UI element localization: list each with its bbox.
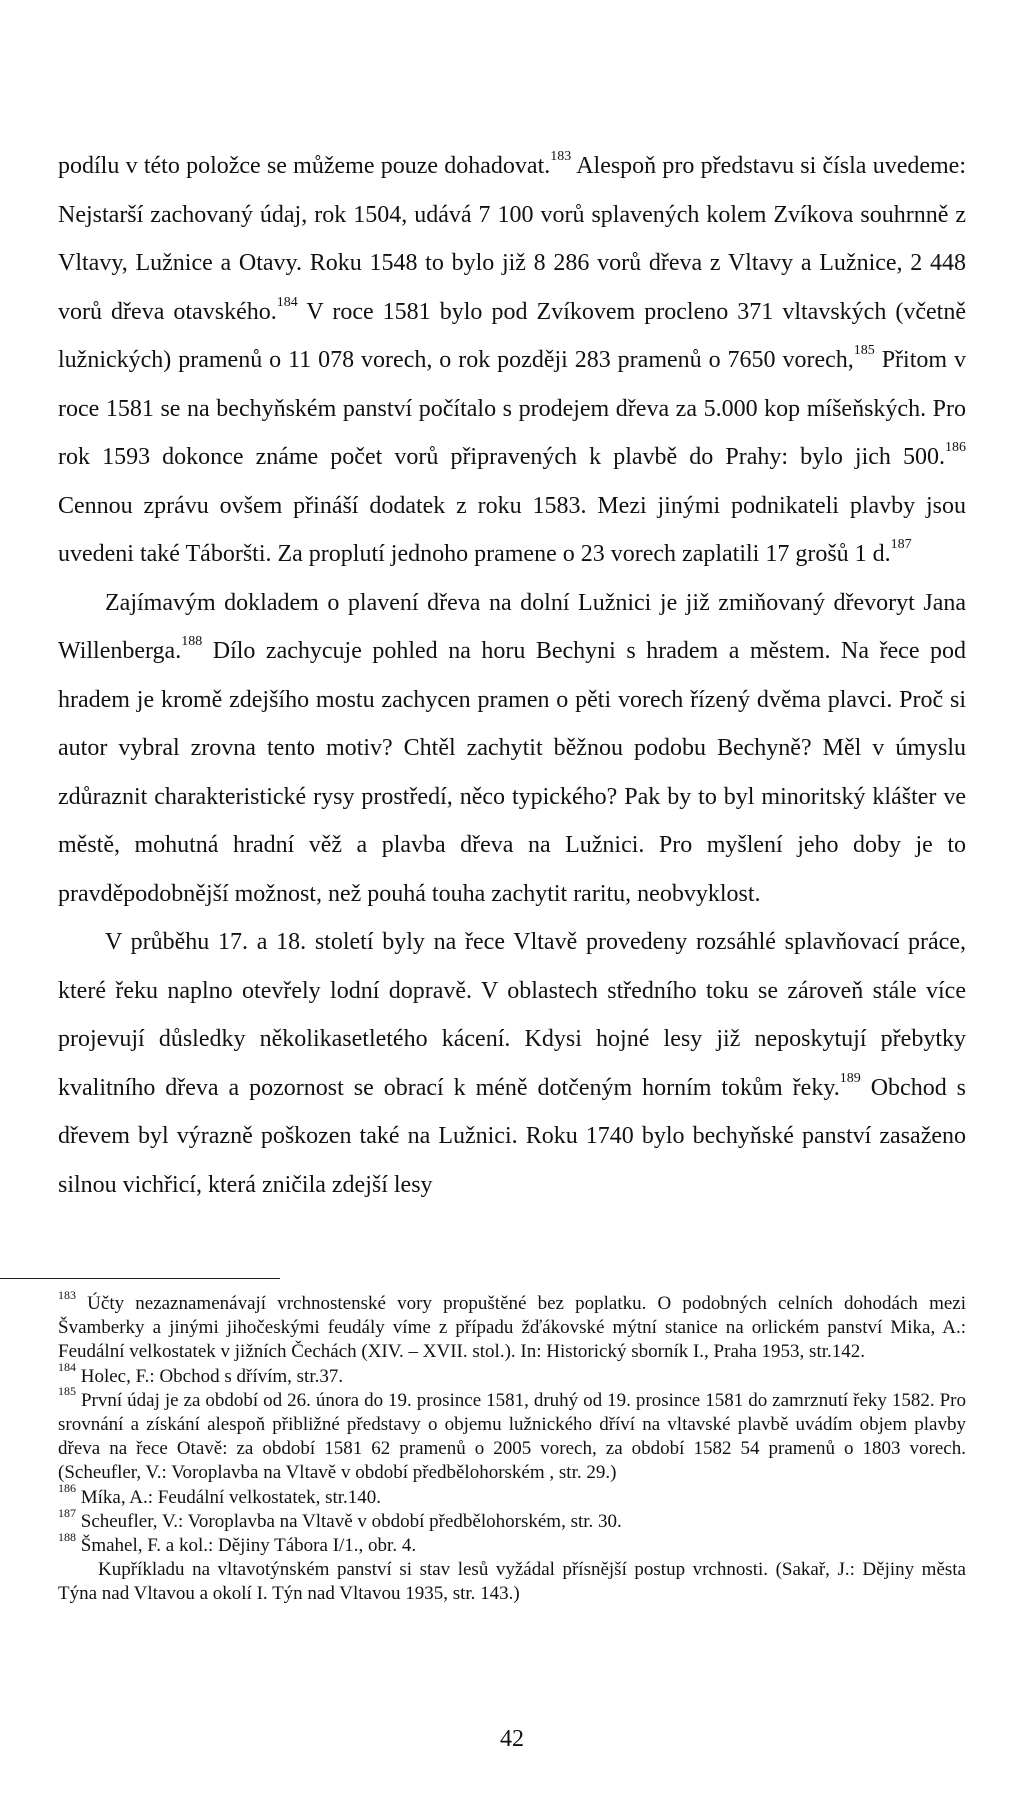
footnote	[58, 1481, 966, 1510]
page-number: 42	[500, 1726, 524, 1752]
footnote	[58, 1360, 966, 1389]
footnote-reference[interactable]: 184	[276, 294, 298, 310]
text-run: Alespoň pro představu si čísla uvedeme: Nejstarší zachovaný údaj, rok 1504, udává 7 100 vorů splavených kolem Zvíkova souhrnně z Vltavy, Lužnice a Otavy. Roku 1548 to bylo již 8 286 vorů dřeva z Vltavy a Lužnice, 2 448 vorů dřeva otavského.	[58, 153, 967, 325]
text-run: V průběhu 17. a 18. století byly na řece Vltavě provedeny rozsáhlé splavňovací práce, které řeku naplno otevřely lodní dopravě. V oblastech středního toku se zároveň stále více projevují důsledky několikasetletého kácení. Kdysi hojné lesy již neposkytují přebytky kvalitního dřeva a pozornost se obrací k méně dotčeným horním tokům řeky.	[58, 929, 966, 1101]
text-run: Cennou zprávu ovšem přináší dodatek z roku 1583. Mezi jinými podnikateli plavby jsou uvedeni také Táboršti. Za proplutí jednoho pramene o 23 vorech zaplatili 17 grošů 1 d.	[58, 492, 966, 567]
footnote-text: Holec, F.: Obchod s dřívím, str.37.	[76, 1365, 344, 1387]
footnote-number: 186	[58, 1481, 76, 1496]
footnote-number: 188	[58, 1529, 76, 1544]
text-run: Přitom v roce 1581 se na bechyňském panství počítalo s prodejem dřeva za 5.000 kop míšeňských. Pro rok 1593 dokonce známe počet vorů připravených k plavbě do Prahy: bylo jich 500.	[58, 347, 966, 470]
footnote-separator	[0, 1278, 280, 1279]
footnote-text: Šmahel, F. a kol.: Dějiny Tábora I/1., obr. 4.	[76, 1535, 417, 1557]
footnote-number: 184	[58, 1360, 76, 1375]
footnote-reference[interactable]: 189	[839, 1070, 861, 1086]
text-run: podílu v této položce se můžeme pouze dohadovat.	[58, 153, 551, 179]
footnote-number: 183	[58, 1287, 76, 1302]
paragraph	[58, 579, 966, 919]
footnote-reference[interactable]: 188	[181, 634, 203, 649]
footnotes	[58, 1287, 966, 1607]
footnote	[58, 1287, 966, 1365]
footnote	[58, 1529, 966, 1558]
footnote	[58, 1505, 966, 1534]
footnote-text: Míka, A.: Feudální velkostatek, str.140.	[76, 1486, 382, 1508]
body-text	[58, 142, 966, 1209]
footnote-text: Účty nezaznamenávají vrchnostenské vory propuštěné bez poplatku. O podobných celních dohodách mezi Švamberky a jinými jihočeskými feudály víme z případu žďákovské mýtní stanice na orlickém panství Mika, A.: Feudální velkostatek v jižních Čechách (XIV. – XVII. stol.). In: Historický sborník I., Praha 1953, str.142.	[58, 1293, 966, 1363]
footnote-reference[interactable]: 187	[890, 537, 912, 552]
footnote	[58, 1558, 966, 1606]
footnote-reference[interactable]: 183	[550, 149, 572, 164]
footnote-text: Kupříkladu na vltavotýnském panství si stav lesů vyžádal přísnější postup vrchnosti. (Sakař, J.: Dějiny města Týna nad Vltavou a okolí I. Týn nad Vltavou 1935, str. 143.)	[58, 1559, 966, 1605]
footnote-reference[interactable]: 186	[945, 440, 966, 455]
footnote-text: Scheufler, V.: Voroplavba na Vltavě v období předbělohorském, str. 30.	[76, 1510, 622, 1532]
footnote-number: 187	[58, 1505, 76, 1520]
footnote-reference[interactable]: 185	[853, 343, 875, 358]
text-run: Obchod s dřevem byl výrazně poškozen také na Lužnici. Roku 1740 bylo bechyňské panství zasaženo silnou vichřicí, která zničila zdejší lesy	[58, 1074, 967, 1198]
text-run: Zajímavým dokladem o plavení dřeva na dolní Lužnici je již zmiňovaný dřevoryt Jana Willenberga.	[58, 589, 966, 664]
text-run: V roce 1581 bylo pod Zvíkovem procleno 371 vltavských (včetně lužnických) pramenů o 11 078 vorech, o rok později 283 pramenů o 7650 vorech,	[58, 298, 966, 373]
paragraph	[58, 142, 966, 579]
footnote-text: První údaj je za období od 26. února do 19. prosince 1581, druhý od 19. prosince 1581 do zamrznutí řeky 1582. Pro srovnání a získání alespoň přibližné představy o objemu lužnického dříví na vltavské plavbě uvádím objem plavby dřeva na řece Otavě: za období 1581 62 pramenů o 2005 vorech, za období 1582 54 pramenů o 1803 vorech. (Scheufler, V.: Voroplavba na Vltavě v období předbělohorském , str. 29.)	[58, 1389, 966, 1484]
footnote-number: 185	[58, 1384, 76, 1399]
footnote	[58, 1384, 966, 1486]
text-run: Dílo zachycuje pohled na horu Bechyni s hradem a městem. Na řece pod hradem je kromě zdejšího mostu zachycen pramen o pěti vorech řízený dvěma plavci. Proč si autor vybral zrovna tento motiv? Chtěl zachytit běžnou podobu Bechyně? Měl v úmyslu zdůraznit charakteristické rysy prostředí, něco typického? Pak by to byl minoritský klášter ve městě, mohutná hradní věž a plavba dřeva na Lužnici. Pro myšlení jeho doby je to pravděpodobnější možnost, než pouhá touha zachytit raritu, neobvyklost.	[58, 638, 966, 907]
paragraph	[58, 918, 966, 1209]
